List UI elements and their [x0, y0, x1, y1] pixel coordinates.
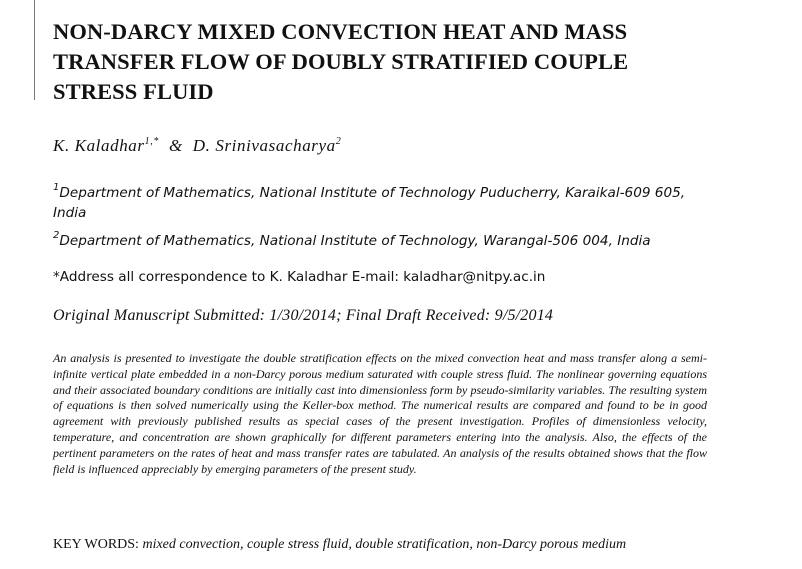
affiliation-mark: 2 [53, 230, 60, 241]
author-name: K. Kaladhar [53, 136, 145, 155]
keywords [53, 536, 626, 554]
author-affiliation-mark: 1,* [144, 136, 159, 147]
paper-title: NON-DARCY MIXED CONVECTION HEAT AND MASS TRANSFER FLOW OF DOUBLY STRATIFIED COUPLE STRESS FLUID [53, 19, 629, 104]
author-line [53, 136, 341, 156]
affiliation-text: Department of Mathematics, National Institute of Technology, Warangal-506 004, India [59, 233, 651, 249]
affiliation [53, 183, 708, 223]
author-affiliation-mark: 2 [335, 136, 342, 147]
author-separator: & [168, 136, 183, 155]
abstract: An analysis is presented to investigate the double stratification effects on the mixed convection heat and mass transfer along a semi-infinite vertical plate embedded in a non-Darcy porous medium saturated with couple stress fluid. The nonlinear governing equations and their associated boundary conditions are initially cast into dimensionless form by pseudo-similarity variables. The resulting system of equations is then solved numerically using the Keller-box method. The numerical results are compared and found to be in good agreement with previously published results as special cases of the present investigation. Profiles of dimensionless velocity, temperature, and concentration are shown graphically for different parameters entering into the analysis. Also, the effects of the pertinent parameters on the rates of heat and mass transfer rates are tabulated. An analysis of the results obtained shows that the flow field is influenced appreciably by emerging parameters of the present study. [53, 351, 707, 476]
affiliation-text: Department of Mathematics, National Institute of Technology Puducherry, Karaikal-609 605, India [53, 185, 686, 221]
affiliation [53, 231, 708, 251]
affiliation-mark: 1 [53, 182, 60, 193]
correspondence-note: *Address all correspondence to K. Kaladhar E-mail: kaladhar@nitpy.ac.in [53, 269, 546, 285]
margin-rule [34, 0, 35, 100]
keywords-list: mixed convection, couple stress fluid, double stratification, non-Darcy porous medium [142, 537, 627, 552]
keywords-label: KEY WORDS: [53, 537, 139, 552]
author-name: D. Srinivasacharya [192, 136, 336, 155]
manuscript-dates: Original Manuscript Submitted: 1/30/2014; Final Draft Received: 9/5/2014 [53, 307, 554, 324]
